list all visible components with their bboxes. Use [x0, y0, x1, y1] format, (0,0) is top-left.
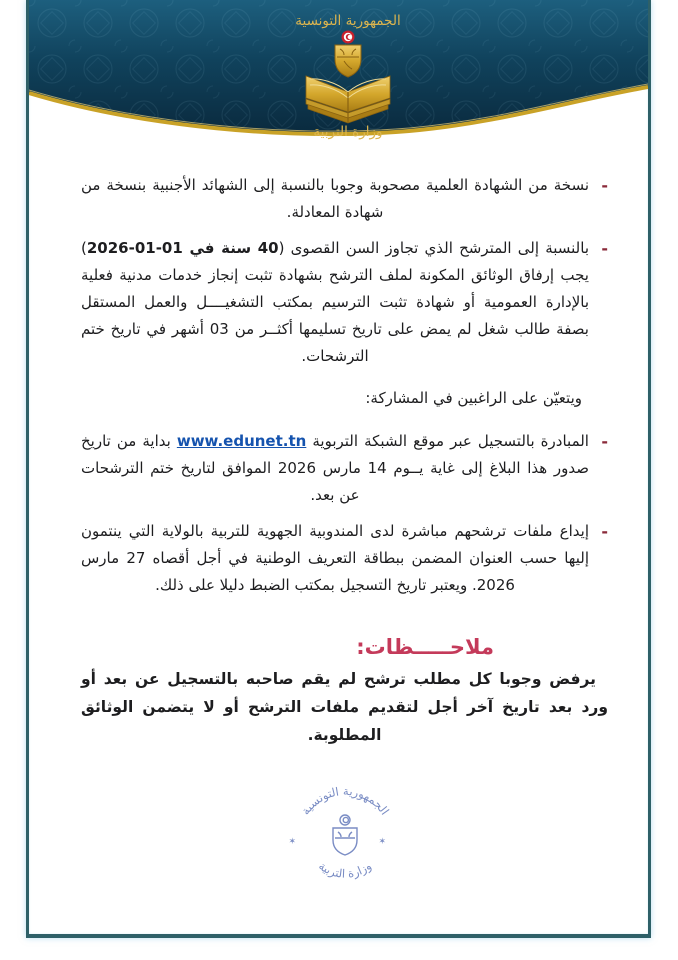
registration-part1: المبادرة بالتسجيل عبر موقع الشبكة التربوية: [306, 432, 589, 450]
dash-bullet-icon: -: [601, 176, 608, 195]
bullet-degree-copy: [81, 172, 608, 226]
dash-bullet-icon: -: [601, 432, 608, 451]
bullet-text: [81, 235, 589, 370]
bullet-text: [81, 518, 589, 599]
bullet-file-deposit: [81, 518, 608, 599]
file-deposit-text: إيداع ملفات ترشحهم مباشرة لدى المندوبية الجهوية للتربية بالولاية التي ينتمون إليها حسب العنوان المضمن ببطاقة التعريف الوطنية في أجل أقصاه 27 مارس 2026. ويعتبر تاريخ التسجيل بمكتب الضبط دليلا على ذلك.: [81, 522, 589, 594]
republic-title-text: الجمهورية التونسية: [295, 13, 401, 29]
age-limit-part1: بالنسبة إلى المترشح الذي تجاوز السن القصوى (: [278, 239, 589, 257]
participation-intro: ويتعيّن على الراغبين في المشاركة:: [365, 389, 582, 407]
bullet-degree-copy-text: نسخة من الشهادة العلمية مصحوبة وجوبا بالنسبة إلى الشهائد الأجنبية بنسخة من شهادة المعادلة.: [81, 176, 589, 221]
document-frame: [26, 0, 651, 938]
stamp-bottom-text: وزارة التربية: [315, 858, 374, 881]
document-body: [29, 150, 648, 895]
stamp-top-text: الجمهورية التونسية: [297, 783, 392, 818]
notes-heading: ملاحـــــظات:: [356, 635, 494, 659]
header-banner: [29, 0, 648, 150]
bullet-text: [81, 172, 589, 226]
stamp-crest-icon: [333, 815, 357, 855]
bullet-online-registration: [81, 428, 608, 509]
ministry-title-text: وزارة التربية: [313, 124, 383, 140]
notes-body-text: يرفض وجوبا كل مطلب ترشح لم يقم صاحبه بالتسجيل عن بعد أو ورد بعد تاريخ آخر أجل لتقديم ملفات الترشح أو لا يتضمن الوثائق المطلوبة.: [81, 670, 608, 744]
stamp-star-left-icon: ✶: [287, 837, 296, 847]
bullet-age-limit: [81, 235, 608, 370]
age-limit-part2: ) يجب إرفاق الوثائق المكونة لملف الترشح بشهادة تثبت إنجاز خدمات مدنية فعلية بالإدارة العمومية أو شهادة تثبت الترسيم بمكتب التشغيــــل والعمل المستقل بصفة طالب شغل لم يمض على تاريخ تسليمها أكثــر من 03 أشهر في تاريخ ختم الترشحات.: [81, 239, 589, 365]
document-header: [29, 0, 648, 150]
edunet-link[interactable]: www.edunet.tn: [176, 432, 307, 450]
registration-part2: بداية من تاريخ صدور هذا البلاغ إلى غاية يــوم 14 مارس 2026 الموافق لتاريخ ختم الترشحات عن بعد.: [81, 432, 589, 504]
stamp-star-right-icon: ✶: [377, 837, 386, 847]
bullet-text: [81, 428, 589, 509]
age-limit-date: 2026-01-01: [86, 239, 183, 257]
age-limit-bold: 40 سنة في: [182, 239, 279, 257]
dash-bullet-icon: -: [601, 239, 608, 258]
dash-bullet-icon: -: [601, 522, 608, 541]
official-stamp: [283, 777, 407, 895]
